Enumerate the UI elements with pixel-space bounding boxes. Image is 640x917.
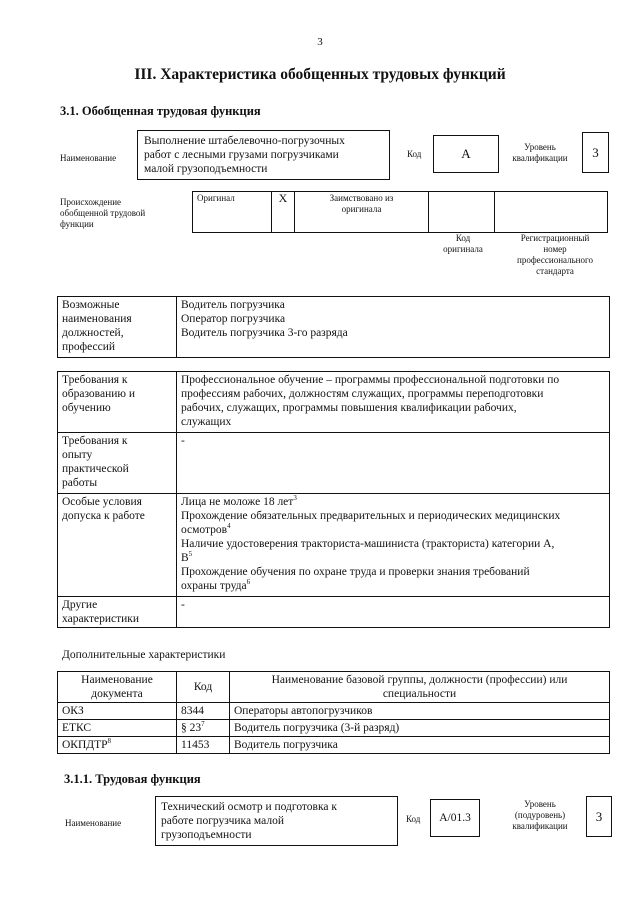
doc-text: ОКЗ (62, 705, 84, 717)
col-doc-header-line: Наименование (81, 674, 153, 686)
positions-label (58, 297, 177, 358)
gtf-origin-table (192, 191, 608, 233)
footnote-ref: 8 (107, 737, 112, 746)
positions-label-line: Возможные (62, 299, 120, 311)
col-code-header: Код (177, 672, 230, 703)
tf-name-label: Наименование (65, 818, 122, 828)
footnote-ref: 7 (201, 720, 205, 729)
requirements-table (57, 371, 610, 628)
education-line: служащих (181, 416, 232, 428)
gtf-origin-label-line: функции (60, 219, 94, 229)
positions-values (177, 297, 610, 358)
table-row (58, 703, 610, 720)
special-safety (181, 579, 605, 593)
experience-label-line: работы (62, 477, 98, 489)
gtf-code-label: Код (407, 149, 422, 159)
gtf-name-line: малой грузоподъемности (144, 163, 268, 175)
original-mark: X (272, 192, 295, 233)
tf-name-line: Технический осмотр и подготовка к (161, 801, 337, 813)
doc-text: ОКПДТР (62, 739, 108, 751)
tf-heading: 3.1.1. Трудовая функция (64, 772, 201, 786)
reg-caption-line: номер (543, 244, 567, 254)
education-line: Профессиональное обучение – программы профессиональной подготовки по (181, 374, 560, 386)
page-number: 3 (317, 36, 323, 48)
additional-table (57, 671, 610, 754)
special-med-text: осмотров (181, 524, 228, 536)
name-cell: Водитель погрузчика (3-й разряд) (230, 720, 610, 737)
orig-code-caption-line: Код (455, 233, 471, 243)
col-name-header-line: Наименование базовой группы, должности (профессии) или (271, 674, 568, 686)
positions-table (57, 296, 610, 358)
education-value (177, 372, 610, 433)
experience-label (58, 433, 177, 494)
special-safety-text: охраны труда (181, 580, 247, 592)
reg-number-caption (500, 233, 610, 277)
other-label (58, 597, 177, 628)
positions-label-line: профессий (62, 341, 116, 353)
tf-level-value: 3 (586, 796, 612, 837)
gtf-level-label (502, 142, 578, 164)
table-row (58, 737, 610, 754)
col-name-header (230, 672, 610, 703)
gtf-origin-label (60, 197, 145, 230)
tf-level-label-line: Уровень (524, 799, 556, 809)
gtf-origin-label-line: Происхождение (60, 197, 122, 207)
special-age (181, 495, 605, 509)
special-age-text: Лица не моложе 18 лет (181, 496, 294, 508)
tf-name-line: грузоподъемности (161, 829, 252, 841)
col-doc-header (58, 672, 177, 703)
orig-code-caption (430, 233, 496, 255)
special-label-line: допуска к работе (62, 510, 145, 522)
gtf-level-label-line: квалификации (512, 153, 568, 163)
education-label-line: обучению (62, 402, 111, 414)
orig-code-caption-line: оригинала (443, 244, 483, 254)
section-title: III. Характеристика обобщенных трудовых функций (134, 66, 506, 83)
position-item: Водитель погрузчика (181, 299, 285, 311)
tf-code-label: Код (406, 814, 421, 824)
reg-caption-line: Регистрационный (520, 233, 590, 243)
tf-level-label-line: квалификации (512, 821, 568, 831)
original-label-cell (193, 192, 272, 233)
gtf-name-box (137, 130, 390, 180)
footnote-ref: 4 (227, 522, 231, 531)
special-value (177, 494, 610, 597)
additional-heading: Дополнительные характеристики (62, 649, 226, 661)
tf-name-box (155, 796, 398, 846)
education-label-line: Требования к (62, 374, 128, 386)
education-line: рабочих, служащих, программы повышения квалификации рабочих, (181, 402, 517, 414)
special-lic (181, 551, 605, 565)
special-lic-text: B (181, 552, 189, 564)
positions-label-line: наименования (62, 313, 132, 325)
doc-cell (58, 737, 177, 754)
other-label-line: Другие (62, 599, 98, 611)
tf-level-label-line: (подуровень) (514, 810, 566, 820)
other-value: - (177, 597, 610, 628)
positions-label-line: должностей, (62, 327, 124, 339)
experience-value: - (177, 433, 610, 494)
original-label: Оригинал (197, 193, 235, 203)
reg-caption-line: профессионального (517, 255, 593, 265)
special-label (58, 494, 177, 597)
doc-text: ЕТКС (62, 722, 92, 734)
code-text: 11453 (181, 739, 210, 751)
reg-caption-line: стандарта (536, 266, 574, 276)
education-line: профессиям рабочих, должностям служащих, программы переподготовки (181, 388, 544, 400)
borrowed-label-line: оригинала (341, 204, 382, 214)
footnote-ref: 6 (246, 578, 251, 587)
experience-label-line: практической (62, 463, 129, 475)
position-item: Водитель погрузчика 3-го разряда (181, 327, 348, 339)
orig-code-cell (429, 192, 495, 233)
tf-level-label (500, 799, 580, 832)
borrowed-label-line: Заимствовано из (329, 193, 394, 203)
gtf-name-line: работ с лесными грузами погрузчиками (144, 149, 339, 161)
footnote-ref: 5 (188, 550, 193, 559)
education-label (58, 372, 177, 433)
footnote-ref: 3 (293, 494, 297, 503)
special-med-line: Прохождение обязательных предварительных и периодических медицинских (181, 510, 561, 522)
gtf-heading: 3.1. Обобщенная трудовая функция (60, 104, 261, 118)
code-cell (177, 703, 230, 720)
gtf-level-label-line: Уровень (524, 142, 556, 152)
special-label-line: Особые условия (62, 496, 142, 508)
gtf-code-value: А (433, 135, 499, 173)
code-cell (177, 720, 230, 737)
gtf-name-label: Наименование (60, 153, 117, 163)
position-item: Оператор погрузчика (181, 313, 286, 325)
code-text: 8344 (181, 705, 204, 717)
col-doc-header-line: документа (91, 688, 143, 700)
reg-number-cell (495, 192, 608, 233)
code-cell (177, 737, 230, 754)
name-cell: Водитель погрузчика (230, 737, 610, 754)
special-med (181, 523, 605, 537)
special-safety-line: Прохождение обучения по охране труда и проверки знания требований (181, 566, 530, 578)
tf-name-line: работе погрузчика малой (161, 815, 284, 827)
gtf-level-value: 3 (582, 132, 609, 173)
gtf-origin-label-line: обобщенной трудовой (60, 208, 146, 218)
borrowed-label-cell (295, 192, 429, 233)
education-label-line: образованию и (62, 388, 135, 400)
name-cell: Операторы автопогрузчиков (230, 703, 610, 720)
doc-cell (58, 703, 177, 720)
other-label-line: характеристики (62, 613, 140, 625)
code-text: § 23 (181, 722, 202, 734)
gtf-name-line: Выполнение штабелевочно-погрузочных (144, 135, 345, 147)
doc-cell (58, 720, 177, 737)
col-name-header-line: специальности (382, 688, 457, 700)
special-lic-line: Наличие удостоверения тракториста-машиниста (тракториста) категории A, (181, 538, 555, 550)
tf-code-value: А/01.3 (430, 799, 480, 837)
table-row (58, 720, 610, 737)
experience-label-line: опыту (62, 449, 93, 461)
experience-label-line: Требования к (62, 435, 128, 447)
